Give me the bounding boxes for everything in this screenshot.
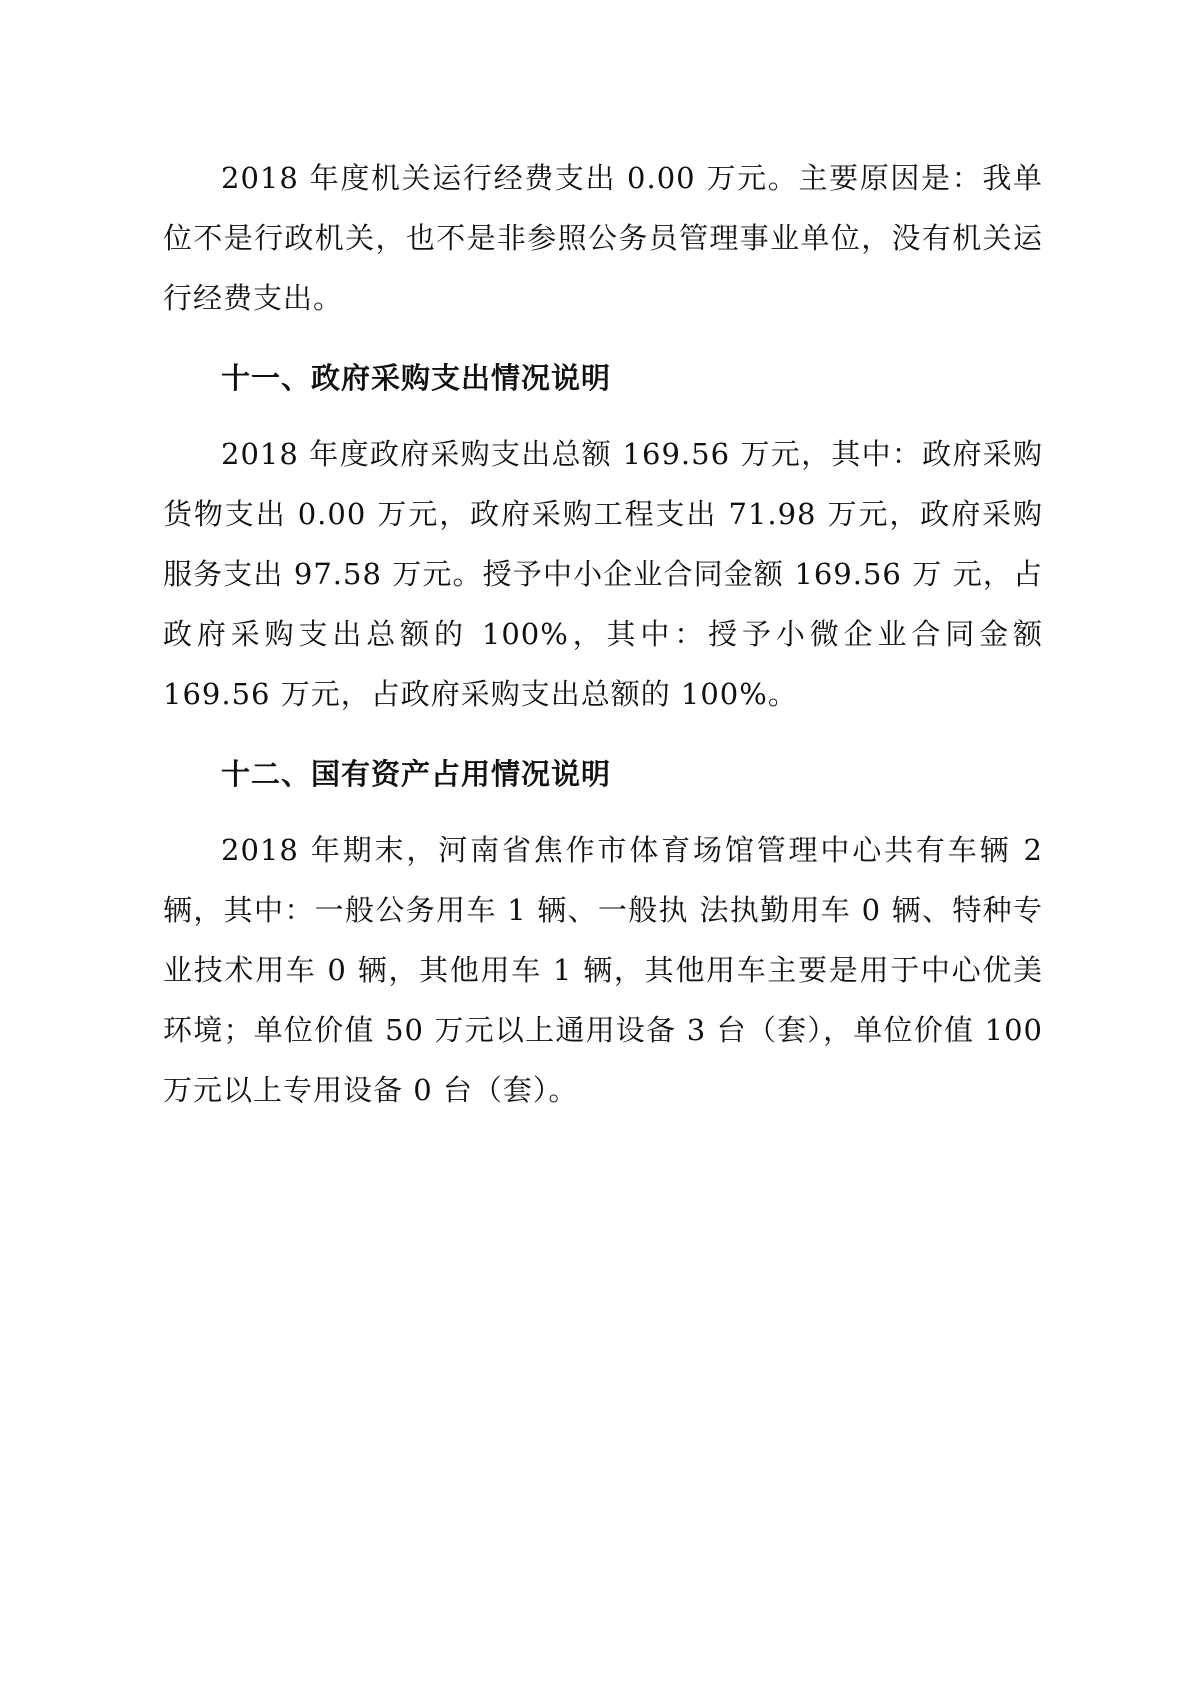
document-body: [163, 148, 1043, 1120]
section-heading-state-assets: 十二、国有资产占用情况说明: [221, 757, 612, 791]
paragraph-government-procurement: 2018 年度政府采购支出总额 169.56 万元，其中：政府采购货物支出 0.00 万元，政府采购工程支出 71.98 万元，政府采购服务支出 97.58 万元。授予中小企业合同金额 169.56 万 元，占政府采购支出总额的 100%，其中：授予小微企业合同金额 169.56 万元，占政府采购支出总额的 100%。: [163, 437, 1043, 711]
paragraph-state-assets: 2018 年期末，河南省焦作市体育场馆管理中心共有车辆 2 辆，其中：一般公务用车 1 辆、一般执 法执勤用车 0 辆、特种专业技术用车 0 辆，其他用车 1 辆，其他用车主要是用于中心优美环境；单位价值 50 万元以上通用设备 3 台（套），单位价值 100 万元以上专用设备 0 台（套）。: [163, 833, 1043, 1107]
section-heading-government-procurement: 十一、政府采购支出情况说明: [221, 361, 612, 395]
paragraph-operating-expenses: 2018 年度机关运行经费支出 0.00 万元。主要原因是：我单位不是行政机关，也不是非参照公务员管理事业单位，没有机关运行经费支出。: [163, 161, 1043, 315]
